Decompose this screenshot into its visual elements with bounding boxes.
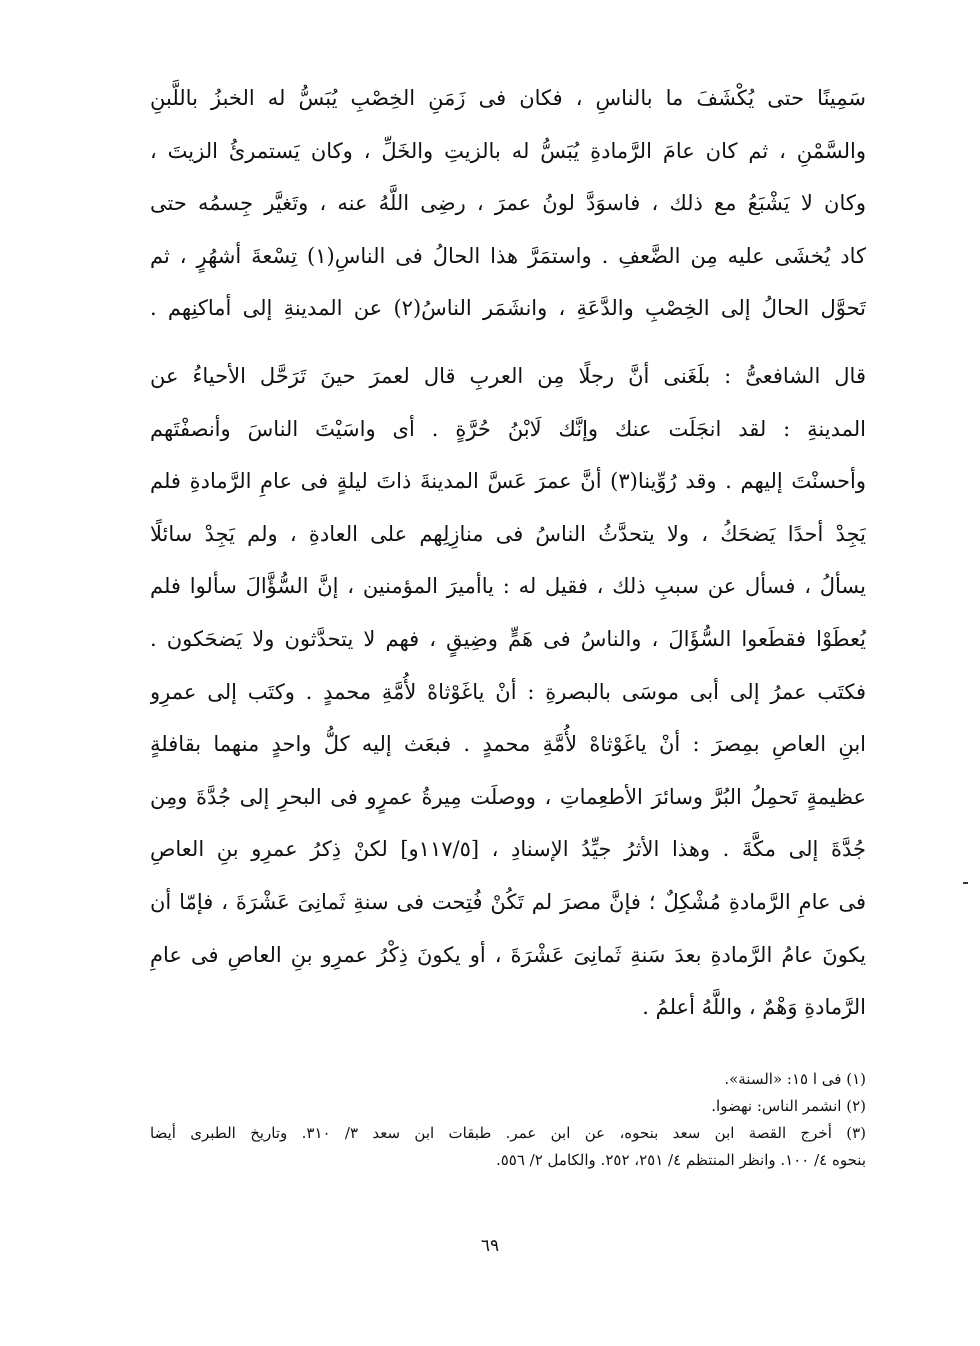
- paragraph-2: [150, 350, 866, 1034]
- text-line: يَجِدْ أحدًا يَضحَكُ ، ولا يتحدَّثُ الناسُ فى منازِلِهم على العادةِ ، ولم يَجِدْ سائلًا: [150, 521, 866, 546]
- paragraph-1: [150, 72, 866, 335]
- text-line: فى عامِ الرَّمادةِ مُشْكِلٌ ؛ فإنَّ مصرَ لم تَكُنْ فُتِحت فى سنةِ ثَمانِىَ عَشْرَةَ ، فإمّا أن: [150, 889, 866, 914]
- text-line: وكان لا يَشْبَعُ مع ذلك ، فاسوَدَّ لونُ عمرَ ، رضِى اللَّهُ عنه ، وتَغيَّر جِسمُه حتى: [150, 191, 866, 215]
- text-line: وأحسنْتَ إليهم . وقد رُوِّينا(٣) أنَّ عمرَ عَسَّ المدينةَ ذاتَ ليلةٍ فى عامِ الرَّمادةِ فلم: [150, 469, 866, 494]
- page-number: ٦٩: [480, 1236, 500, 1256]
- text-line: تَحوَّل الحالُ إلى الخِصْبِ والدَّعَةِ ، وانشَمَر الناسُ(٢) عن المدينةِ إلى أماكنِهم .: [150, 296, 866, 320]
- text-line: كاد يُخشَى عليه مِن الضَّعفِ . واستمَرَّ هذا الحالُ فى الناسِ(١) تِسْعةَ أشهُرٍ ، ثم: [150, 243, 866, 268]
- footnote-3-continued: بنحوه ٤/ ١٠٠. وانظر المنتظم ٤/ ٢٥١، ٢٥٢. والكامل ٢/ ٥٥٦.: [495, 1151, 866, 1169]
- text-line: سَمِينًا حتى يُكْشَفَ ما بالناسِ ، فكان فى زَمَنِ الخِصْبِ يُبَسُّ له الخبزُ باللَّبنِ: [150, 86, 866, 110]
- footnote-2: (٢) انشمر الناس: نهضوا.: [711, 1097, 866, 1115]
- text-line: يُعطَوْا فقطَعوا السُّؤَالَ ، والناسُ فى هَمٍّ وضِيقٍ ، فهم لا يتحدَّثون ولا يَضحَكون .: [150, 626, 866, 651]
- text-line: جُدَّةَ إلى مكَّةَ . وهذا الأثرُ جيِّدُ الإسنادِ ، [١١٧/٥و] لكنْ ذِكرُ عمرِو بنِ العاصِ: [150, 837, 866, 862]
- text-line: الرَّمادةِ وَهْمٌ ، واللَّهُ أعلمُ .: [642, 995, 866, 1020]
- text-line: يكونَ عامُ الرَّمادةِ بعدَ سَنةِ ثَمانِىَ عَشْرَةَ ، أو يكونَ ذِكْرُ عمرِو بنِ العاصِ فى عامِ: [150, 942, 866, 967]
- text-line: والسَّمْنِ ، ثم كان عامَ الرَّمادةِ يُبَسُّ له بالزيتِ والخَلِّ ، وكان يَستمرئُ الزيتَ ،: [150, 138, 866, 163]
- text-line: عظيمةٍ تَحمِلُ البُرَّ وسائرَ الأطعِماتِ ، ووصلَت مِيرةُ عمرٍو فى البحرِ إلى جُدَّةَ ومِن: [150, 784, 866, 809]
- footnote-3: (٣) أخرج القصة ابن سعد بنحوه، عن ابن عمر. طبقات ابن سعد ٣/ ٣١٠. وتاريخ الطبرى أيضا: [150, 1124, 866, 1142]
- footnotes: [150, 1066, 866, 1174]
- text-line: المدينةِ : لقد انجَلَت عنك وإنَّك لَابْنُ حُرَّةٍ . أى واسَيْتَ الناسَ وأنصفْتَهم: [150, 416, 866, 441]
- footnote-1: (١) فى ا ١٥: «السنة».: [724, 1070, 866, 1088]
- margin-mark: [963, 882, 968, 884]
- text-line: فكتَب عمرُ إلى أبى موسَى بالبصرةِ : أنْ ياغَوْثاهْ لأُمَّةِ محمدٍ . وكتَب إلى عمرِو: [150, 679, 866, 704]
- text-line: يسألُ ، فسأل عن سببِ ذلك ، فقيل له : ياأميرَ المؤمنين ، إنَّ السُّؤَّالَ سألوا فلم: [150, 574, 866, 599]
- text-line: ابنِ العاصِ بمِصرَ : أنْ ياغَوْثاهْ لأُمَّةِ محمدٍ . فبعَث إليه كلُّ واحدٍ منهما بقافلةٍ: [150, 732, 866, 757]
- text-line: قال الشافعىُّ : بلَغَنى أنَّ رجلًا مِن العربِ قال لعمرَ حينَ تَرَحَّل الأحياءُ عن: [150, 364, 866, 388]
